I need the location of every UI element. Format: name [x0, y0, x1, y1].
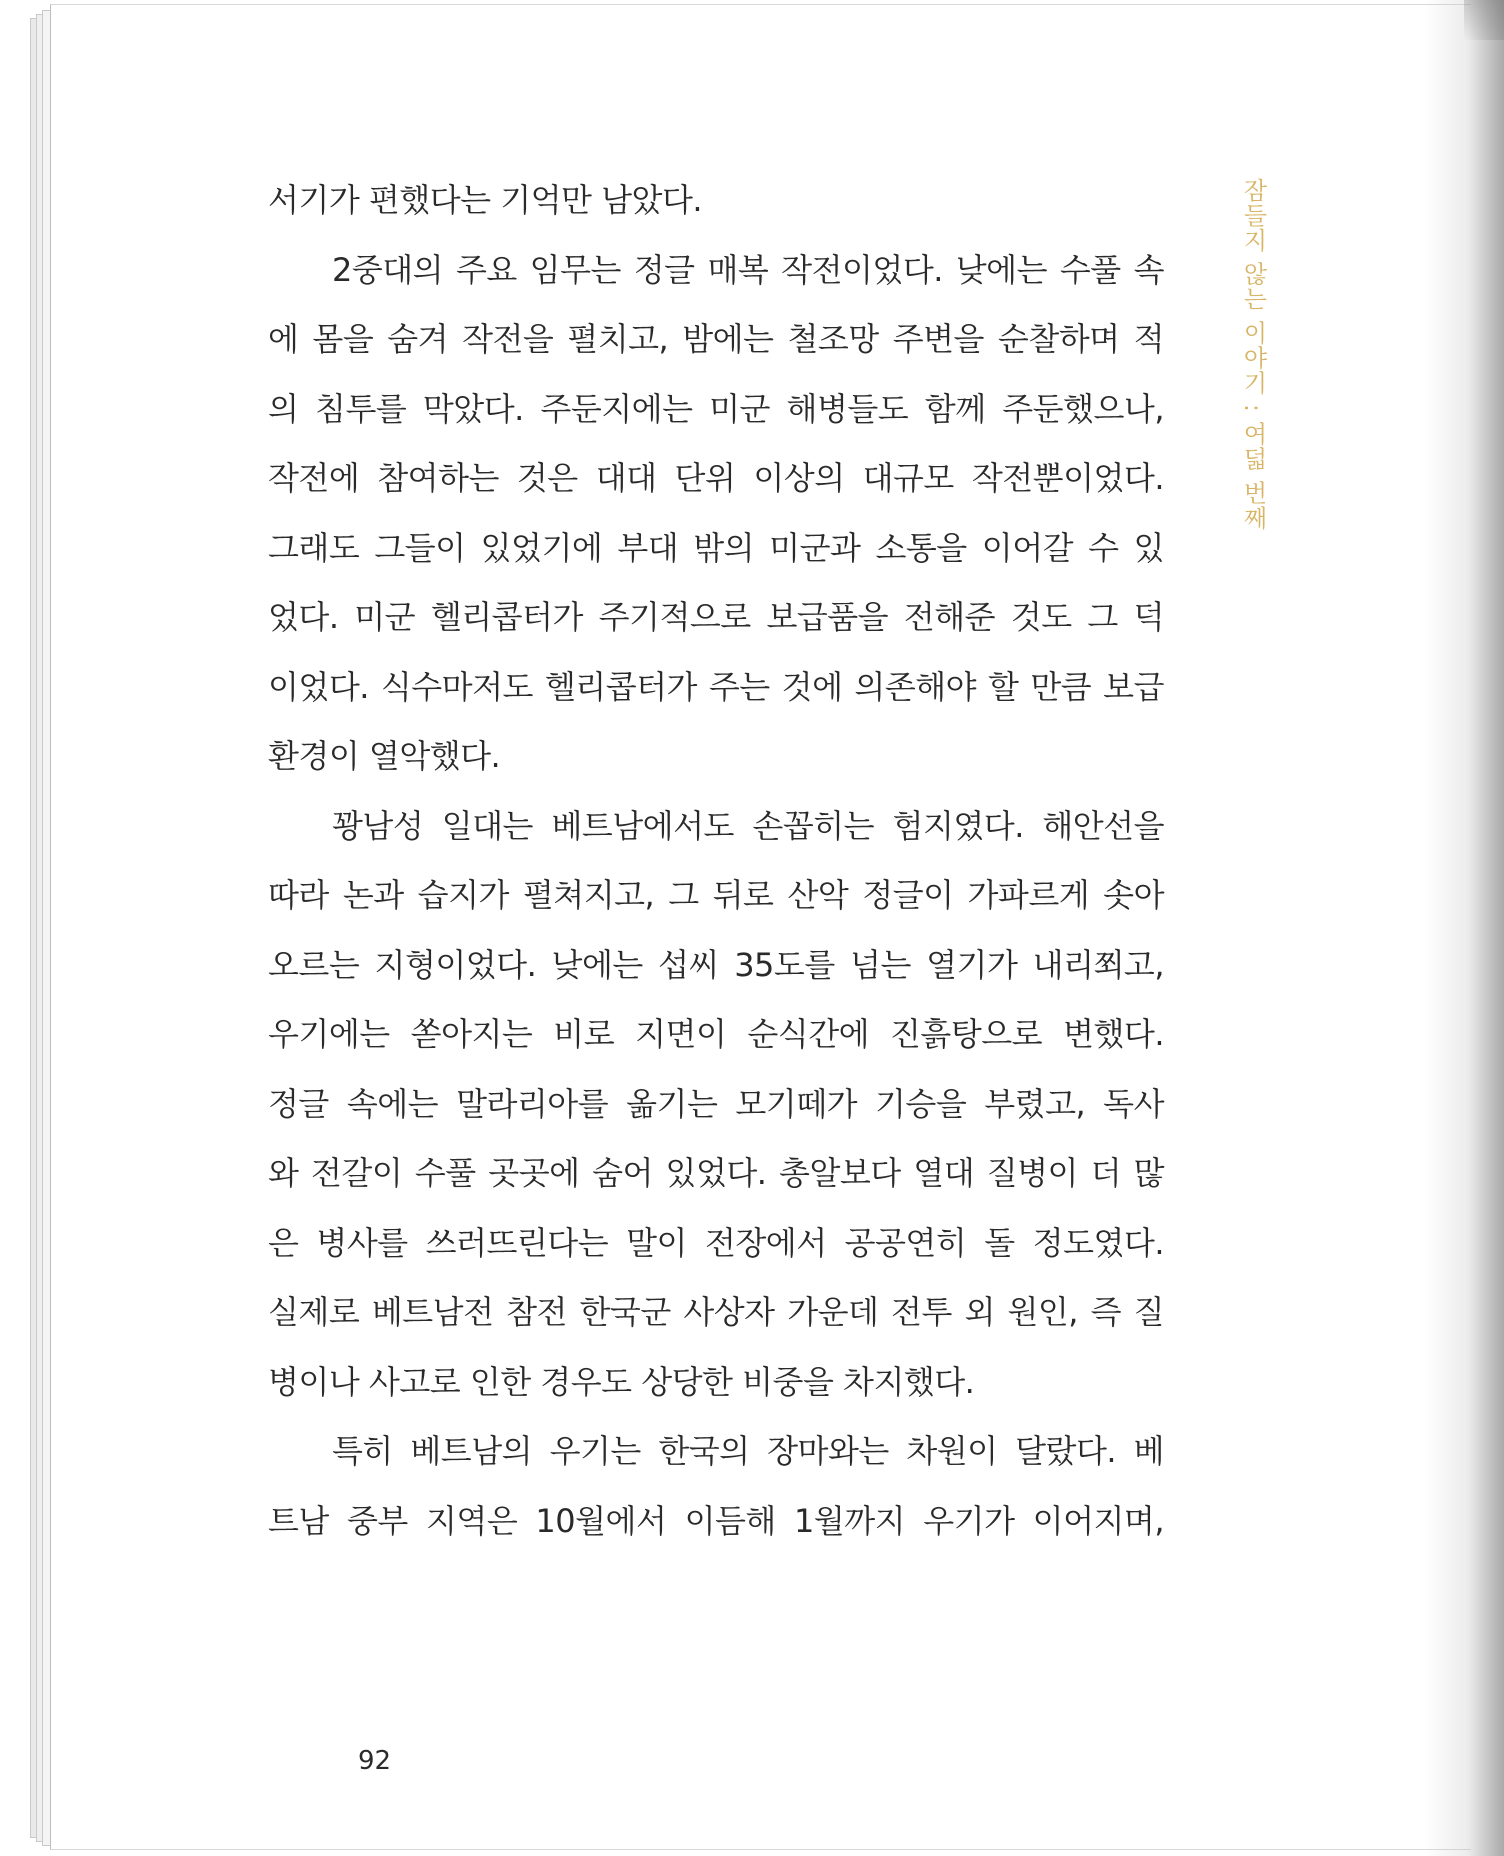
page-shadow: [1424, 0, 1504, 1856]
running-head: 잠들지 않는 이야기 : 여덟 번째: [1239, 178, 1267, 531]
page-corner-shadow: [1464, 0, 1504, 40]
text-line: 병이나 사고로 인한 경우도 상당한 비중을 차지했다.: [268, 1362, 975, 1401]
text-line: 실제로 베트남전 참전 한국군 사상자 가운데 전투 외 원인, 즉 질: [268, 1293, 1164, 1331]
text-line: 작전에 참여하는 것은 대대 단위 이상의 대규모 작전뿐이었다.: [268, 459, 1164, 497]
text-line: 특히 베트남의 우기는 한국의 장마와는 차원이 달랐다. 베: [332, 1432, 1164, 1470]
text-line: 꽝남성 일대는 베트남에서도 손꼽히는 험지였다. 해안선을: [332, 806, 1164, 845]
body-text: [268, 166, 1164, 1556]
text-line: 오르는 지형이었다. 낮에는 섭씨 35도를 넘는 열기가 내리쬐고,: [268, 945, 1164, 984]
text-line: 서기가 편했다는 기억만 남았다.: [268, 181, 703, 219]
page-number: 92: [358, 1746, 392, 1776]
text-line: 환경이 열악했다.: [268, 737, 501, 775]
text-line: 그래도 그들이 있었기에 부대 밖의 미군과 소통을 이어갈 수 있: [268, 528, 1164, 567]
text-line: 트남 중부 지역은 10월에서 이듬해 1월까지 우기가 이어지며,: [268, 1501, 1164, 1540]
text-line: 이었다. 식수마저도 헬리콥터가 주는 것에 의존해야 할 만큼 보급: [268, 667, 1164, 706]
text-line: 우기에는 쏟아지는 비로 지면이 순식간에 진흙탕으로 변했다.: [268, 1015, 1164, 1053]
text-line: 었다. 미군 헬리콥터가 주기적으로 보급품을 전해준 것도 그 덕: [268, 598, 1164, 636]
text-line: 와 전갈이 수풀 곳곳에 숨어 있었다. 총알보다 열대 질병이 더 많: [268, 1154, 1164, 1192]
text-line: 의 침투를 막았다. 주둔지에는 미군 해병들도 함께 주둔했으나,: [268, 389, 1164, 428]
text-line: 따라 논과 습지가 펼쳐지고, 그 뒤로 산악 정글이 가파르게 솟아: [268, 876, 1164, 914]
text-line: 정글 속에는 말라리아를 옮기는 모기떼가 기승을 부렸고, 독사: [268, 1084, 1164, 1123]
text-line: 은 병사를 쓰러뜨린다는 말이 전장에서 공공연히 돌 정도였다.: [268, 1223, 1164, 1262]
text-line: 2중대의 주요 임무는 정글 매복 작전이었다. 낮에는 수풀 속: [332, 250, 1164, 289]
text-line: 에 몸을 숨겨 작전을 펼치고, 밤에는 철조망 주변을 순찰하며 적: [268, 320, 1164, 358]
